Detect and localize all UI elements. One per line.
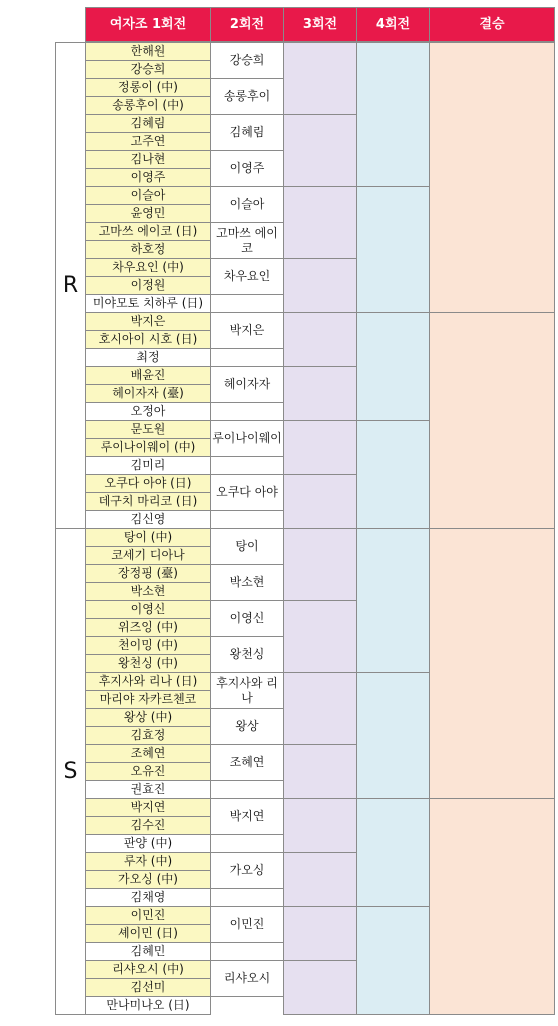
round1-bye-player: 김미리 xyxy=(85,456,211,475)
round1-player: 오유진 xyxy=(85,762,211,781)
round1-player: 마리야 자카르첸코 xyxy=(85,690,211,709)
round2-winner: 박지은 xyxy=(210,312,284,349)
round2-winner: 이슬아 xyxy=(210,186,284,223)
round2-winner: 고마쓰 에이코 xyxy=(210,222,284,259)
final-match-slot xyxy=(429,42,555,313)
round1-player: 한해원 xyxy=(85,42,211,61)
round1-player: 장정핑 (臺) xyxy=(85,564,211,583)
round1-player: 윤영민 xyxy=(85,204,211,223)
round1-player: 데구치 마리코 (日) xyxy=(85,492,211,511)
round1-player: 박지은 xyxy=(85,312,211,331)
round3-match-slot xyxy=(283,744,357,799)
round1-bye-player: 김혜민 xyxy=(85,942,211,961)
round1-player: 이영신 xyxy=(85,600,211,619)
round3-match-slot xyxy=(283,528,357,601)
round3-match-slot xyxy=(283,672,357,745)
round1-bye-player: 미야모토 치하루 (日) xyxy=(85,294,211,313)
round3-match-slot xyxy=(283,42,357,115)
round1-player: 셰이민 (日) xyxy=(85,924,211,943)
round2-winner: 헤이자자 xyxy=(210,366,284,403)
round1-player: 헤이자자 (臺) xyxy=(85,384,211,403)
round1-player: 조혜연 xyxy=(85,744,211,763)
round1-player: 김효정 xyxy=(85,726,211,745)
header-round4: 4회전 xyxy=(356,7,430,42)
round4-match-slot xyxy=(356,420,430,529)
round1-player: 송롱후이 (中) xyxy=(85,96,211,115)
round1-player: 루자 (中) xyxy=(85,852,211,871)
round1-player: 김선미 xyxy=(85,978,211,997)
round1-player: 이영주 xyxy=(85,168,211,187)
group-label: S xyxy=(55,528,86,1015)
tournament-bracket xyxy=(55,7,555,1015)
round1-player: 배윤진 xyxy=(85,366,211,385)
header-round2: 2회전 xyxy=(210,7,284,42)
round2-winner: 강승희 xyxy=(210,42,284,79)
round1-player: 이슬아 xyxy=(85,186,211,205)
round1-player: 오쿠다 아야 (日) xyxy=(85,474,211,493)
round2-winner: 이민진 xyxy=(210,906,284,943)
round4-match-slot xyxy=(356,672,430,799)
round1-bye-player: 오정아 xyxy=(85,402,211,421)
round1-player: 차우요인 (中) xyxy=(85,258,211,277)
round3-match-slot xyxy=(283,114,357,187)
round2-winner: 이영신 xyxy=(210,600,284,637)
header-round1: 여자조 1회전 xyxy=(85,7,211,42)
round1-player: 김나현 xyxy=(85,150,211,169)
final-match-slot xyxy=(429,312,555,529)
round4-match-slot xyxy=(356,798,430,907)
round1-player: 코세기 디아나 xyxy=(85,546,211,565)
round2-winner: 조혜연 xyxy=(210,744,284,781)
round1-player: 위즈잉 (中) xyxy=(85,618,211,637)
round1-player: 이민진 xyxy=(85,906,211,925)
round1-player: 가오싱 (中) xyxy=(85,870,211,889)
round1-bye-player: 김채영 xyxy=(85,888,211,907)
round1-player: 박소현 xyxy=(85,582,211,601)
round3-match-slot xyxy=(283,798,357,853)
round2-winner: 박소현 xyxy=(210,564,284,601)
round1-player: 루이나이웨이 (中) xyxy=(85,438,211,457)
round1-player: 고주연 xyxy=(85,132,211,151)
round2-winner: 김혜림 xyxy=(210,114,284,151)
round1-player: 호시아이 시호 (日) xyxy=(85,330,211,349)
round3-match-slot xyxy=(283,960,357,1015)
round1-player: 문도원 xyxy=(85,420,211,439)
round2-winner: 왕천싱 xyxy=(210,636,284,673)
round1-player: 김수진 xyxy=(85,816,211,835)
round2-winner: 오쿠다 아야 xyxy=(210,474,284,511)
round1-bye-player: 최정 xyxy=(85,348,211,367)
round1-player: 리샤오시 (中) xyxy=(85,960,211,979)
round3-match-slot xyxy=(283,600,357,673)
round4-match-slot xyxy=(356,186,430,313)
round1-player: 천이밍 (中) xyxy=(85,636,211,655)
round3-match-slot xyxy=(283,906,357,961)
round4-match-slot xyxy=(356,906,430,1015)
round3-match-slot xyxy=(283,258,357,313)
group-label: R xyxy=(55,42,86,529)
round3-match-slot xyxy=(283,852,357,907)
round4-match-slot xyxy=(356,312,430,421)
round3-match-slot xyxy=(283,312,357,367)
round4-match-slot xyxy=(356,42,430,187)
final-match-slot xyxy=(429,528,555,799)
round2-winner: 탕이 xyxy=(210,528,284,565)
round2-winner: 왕상 xyxy=(210,708,284,745)
round4-match-slot xyxy=(356,528,430,673)
round1-player: 고마쓰 에이코 (日) xyxy=(85,222,211,241)
round1-player: 탕이 (中) xyxy=(85,528,211,547)
round1-player: 하호정 xyxy=(85,240,211,259)
round2-winner: 박지연 xyxy=(210,798,284,835)
round3-match-slot xyxy=(283,186,357,259)
round1-bye-player: 권효진 xyxy=(85,780,211,799)
round2-winner: 리샤오시 xyxy=(210,960,284,997)
round1-bye-player: 김신영 xyxy=(85,510,211,529)
round1-bye-player: 만나미나오 (日) xyxy=(85,996,211,1015)
round1-player: 이정원 xyxy=(85,276,211,295)
round2-winner: 가오싱 xyxy=(210,852,284,889)
round2-winner: 후지사와 리나 xyxy=(210,672,284,709)
round3-match-slot xyxy=(283,420,357,475)
round3-match-slot xyxy=(283,366,357,421)
final-match-slot xyxy=(429,798,555,1015)
round1-player: 왕천싱 (中) xyxy=(85,654,211,673)
round1-player: 정롱이 (中) xyxy=(85,78,211,97)
round1-player: 왕상 (中) xyxy=(85,708,211,727)
round1-bye-player: 판양 (中) xyxy=(85,834,211,853)
round1-player: 강승희 xyxy=(85,60,211,79)
round2-winner: 차우요인 xyxy=(210,258,284,295)
round3-match-slot xyxy=(283,474,357,529)
header-final: 결승 xyxy=(429,7,555,42)
round1-player: 박지연 xyxy=(85,798,211,817)
round2-winner: 루이나이웨이 xyxy=(210,420,284,457)
round2-winner: 이영주 xyxy=(210,150,284,187)
header-round3: 3회전 xyxy=(283,7,357,42)
round2-winner: 송롱후이 xyxy=(210,78,284,115)
round1-player: 후지사와 리나 (日) xyxy=(85,672,211,691)
round1-player: 김혜림 xyxy=(85,114,211,133)
